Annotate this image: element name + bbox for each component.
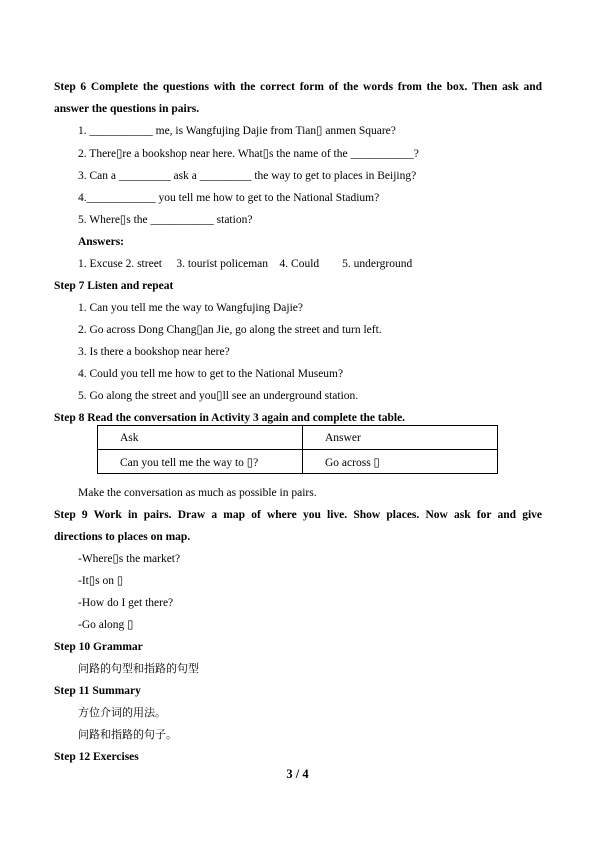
step7-item-1: 1. Can you tell me the way to Wangfujing Dajie? xyxy=(78,302,303,314)
step6-title-line2: answer the questions in pairs. xyxy=(54,103,200,115)
step12-title: Step 12 Exercises xyxy=(54,751,139,763)
step7-item-5: 5. Go along the street and you▯ll see an underground station. xyxy=(78,390,359,402)
step7-title: Step 7 Listen and repeat xyxy=(54,280,174,292)
step6-item-4: 4.____________ you tell me how to get to the National Stadium? xyxy=(78,192,380,204)
step10-title: Step 10 Grammar xyxy=(54,641,143,653)
step11-title: Step 11 Summary xyxy=(54,685,141,697)
table-header-ask: Ask xyxy=(98,426,303,450)
step11-line-1: 方位介词的用法。 xyxy=(78,706,166,719)
table-header-row xyxy=(98,426,498,450)
table-cell-answer: Go across ▯ xyxy=(303,450,498,474)
step7-item-4: 4. Could you tell me how to get to the National Museum? xyxy=(78,368,344,380)
table-header-answer: Answer xyxy=(303,426,498,450)
step9-title-line1: Step 9 Work in pairs. Draw a map of where you live. Show places. Now ask for and give xyxy=(54,509,542,521)
step7-item-3: 3. Is there a bookshop near here? xyxy=(78,346,230,358)
ask-answer-table xyxy=(97,425,498,474)
answers-label: Answers: xyxy=(78,236,124,248)
step9-line-4: -Go along ▯ xyxy=(78,619,134,631)
step6-item-5: 5. Where▯s the ___________ station? xyxy=(78,214,253,226)
step9-line-3: -How do I get there? xyxy=(78,597,174,609)
table-row xyxy=(98,450,498,474)
step6-item-1: 1. ___________ me, is Wangfujing Dajie from Tian▯ anmen Square? xyxy=(78,125,396,137)
answers-text: 1. Excuse 2. street 3. tourist policeman 4. Could 5. underground xyxy=(78,258,413,270)
step7-item-2: 2. Go across Dong Chang▯an Jie, go along the street and turn left. xyxy=(78,324,382,336)
step6-title-line1: Step 6 Complete the questions with the correct form of the words from the box. Then ask and xyxy=(54,81,542,93)
step6-item-2: 2. There▯re a bookshop near here. What▯s the name of the ___________? xyxy=(78,148,419,160)
table-cell-ask: Can you tell me the way to ▯? xyxy=(98,450,303,474)
step8-note: Make the conversation as much as possible in pairs. xyxy=(78,487,317,499)
page-number: 3 / 4 xyxy=(286,767,309,781)
step11-line-2: 问路和指路的句子。 xyxy=(78,728,177,741)
step6-item-3: 3. Can a _________ ask a _________ the way to get to places in Beijing? xyxy=(78,170,417,182)
step10-text: 问路的句型和指路的句型 xyxy=(78,662,199,675)
step9-line-1: -Where▯s the market? xyxy=(78,553,181,565)
step9-title-line2: directions to places on map. xyxy=(54,531,191,543)
step9-line-2: -It▯s on ▯ xyxy=(78,575,124,587)
step8-title: Step 8 Read the conversation in Activity 3 again and complete the table. xyxy=(54,412,406,424)
